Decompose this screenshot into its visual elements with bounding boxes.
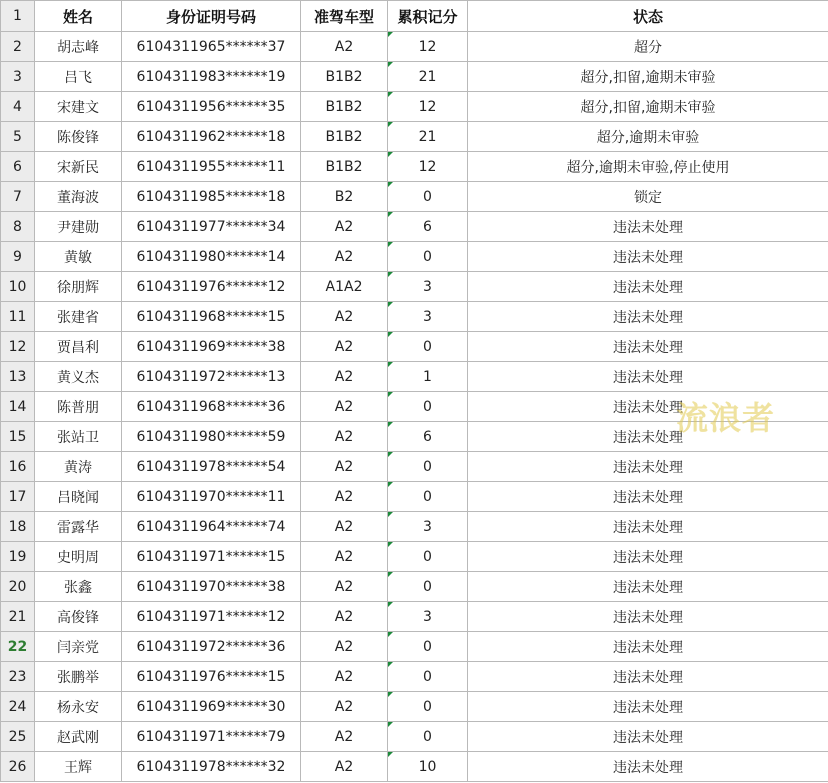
cell-status[interactable]: 违法未处理 (468, 692, 828, 722)
cell-id-number[interactable]: 6104311968******15 (122, 302, 301, 332)
cell-status[interactable]: 违法未处理 (468, 662, 828, 692)
cell-license-class[interactable]: B1B2 (301, 152, 388, 182)
cell-license-class[interactable]: A2 (301, 302, 388, 332)
table-row (1, 332, 828, 362)
cell-status[interactable]: 违法未处理 (468, 452, 828, 482)
cell-status[interactable]: 违法未处理 (468, 392, 828, 422)
cell-id-number[interactable]: 6104311976******15 (122, 662, 301, 692)
cell-license-class[interactable]: A2 (301, 32, 388, 62)
cell-license-class[interactable]: A2 (301, 392, 388, 422)
cell-name[interactable]: 贾昌利 (35, 332, 122, 362)
cell-status[interactable]: 超分,扣留,逾期未审验 (468, 62, 828, 92)
cell-name[interactable]: 陈普朋 (35, 392, 122, 422)
table-row (1, 92, 828, 122)
cell-id-number[interactable]: 6104311985******18 (122, 182, 301, 212)
table-row (1, 452, 828, 482)
cell-id-number[interactable]: 6104311969******30 (122, 692, 301, 722)
cell-points[interactable]: 0 (388, 392, 468, 422)
cell-status[interactable]: 违法未处理 (468, 482, 828, 512)
cell-points[interactable]: 12 (388, 152, 468, 182)
row-number[interactable]: 15 (1, 422, 35, 452)
table-row (1, 272, 828, 302)
cell-id-number[interactable]: 6104311968******36 (122, 392, 301, 422)
cell-points[interactable]: 3 (388, 272, 468, 302)
table-row (1, 122, 828, 152)
cell-license-class[interactable]: B1B2 (301, 122, 388, 152)
row-number[interactable]: 13 (1, 362, 35, 392)
cell-id-number[interactable]: 6104311976******12 (122, 272, 301, 302)
cell-points[interactable]: 12 (388, 92, 468, 122)
cell-name[interactable]: 张站卫 (35, 422, 122, 452)
cell-points[interactable]: 3 (388, 602, 468, 632)
cell-id-number[interactable]: 6104311962******18 (122, 122, 301, 152)
watermark: 流浪者 (676, 399, 776, 437)
cell-points[interactable]: 6 (388, 422, 468, 452)
cell-name[interactable]: 宋新民 (35, 152, 122, 182)
cell-id-number[interactable]: 6104311977******34 (122, 212, 301, 242)
cell-name[interactable]: 董海波 (35, 182, 122, 212)
table-row (1, 422, 828, 452)
table-row (1, 392, 828, 422)
cell-points[interactable]: 10 (388, 752, 468, 782)
cell-points[interactable]: 0 (388, 722, 468, 752)
row-number[interactable]: 14 (1, 392, 35, 422)
cell-points[interactable]: 0 (388, 542, 468, 572)
cell-id-number[interactable]: 6104311955******11 (122, 152, 301, 182)
table-row (1, 302, 828, 332)
spreadsheet-body (1, 1, 828, 782)
cell-license-class[interactable]: A2 (301, 482, 388, 512)
cell-license-class[interactable]: A2 (301, 572, 388, 602)
table-row (1, 722, 828, 752)
header-points[interactable]: 累积记分 (388, 1, 468, 32)
cell-name[interactable]: 徐朋辉 (35, 272, 122, 302)
table-row (1, 512, 828, 542)
cell-name[interactable]: 杨永安 (35, 692, 122, 722)
cell-license-class[interactable]: A2 (301, 242, 388, 272)
header-status[interactable]: 状态 (468, 1, 828, 32)
cell-license-class[interactable]: A2 (301, 512, 388, 542)
cell-id-number[interactable]: 6104311971******15 (122, 542, 301, 572)
cell-points[interactable]: 3 (388, 302, 468, 332)
cell-status[interactable]: 违法未处理 (468, 752, 828, 782)
table-row (1, 62, 828, 92)
row-number[interactable]: 6 (1, 152, 35, 182)
cell-id-number[interactable]: 6104311970******38 (122, 572, 301, 602)
cell-points[interactable]: 0 (388, 632, 468, 662)
cell-license-class[interactable]: A2 (301, 662, 388, 692)
cell-name[interactable]: 宋建文 (35, 92, 122, 122)
cell-name[interactable]: 黄涛 (35, 452, 122, 482)
cell-status[interactable]: 锁定 (468, 182, 828, 212)
cell-status[interactable]: 违法未处理 (468, 212, 828, 242)
row-number[interactable]: 3 (1, 62, 35, 92)
cell-id-number[interactable]: 6104311965******37 (122, 32, 301, 62)
cell-license-class[interactable]: A1A2 (301, 272, 388, 302)
cell-license-class[interactable]: B2 (301, 182, 388, 212)
row-number[interactable]: 12 (1, 332, 35, 362)
cell-license-class[interactable]: A2 (301, 422, 388, 452)
table-row (1, 602, 828, 632)
cell-status[interactable]: 违法未处理 (468, 512, 828, 542)
cell-license-class[interactable]: A2 (301, 632, 388, 662)
cell-status[interactable]: 违法未处理 (468, 542, 828, 572)
table-row (1, 632, 828, 662)
row-number[interactable]: 8 (1, 212, 35, 242)
cell-id-number[interactable]: 6104311983******19 (122, 62, 301, 92)
cell-status[interactable]: 违法未处理 (468, 332, 828, 362)
cell-license-class[interactable]: A2 (301, 542, 388, 572)
row-number[interactable]: 9 (1, 242, 35, 272)
cell-id-number[interactable]: 6104311978******54 (122, 452, 301, 482)
cell-points[interactable]: 0 (388, 662, 468, 692)
cell-points[interactable]: 6 (388, 212, 468, 242)
cell-license-class[interactable]: A2 (301, 602, 388, 632)
cell-name[interactable]: 赵武刚 (35, 722, 122, 752)
cell-name[interactable]: 张建省 (35, 302, 122, 332)
row-number[interactable]: 17 (1, 482, 35, 512)
row-number[interactable]: 23 (1, 662, 35, 692)
cell-points[interactable]: 0 (388, 332, 468, 362)
row-number[interactable]: 24 (1, 692, 35, 722)
row-number[interactable]: 21 (1, 602, 35, 632)
cell-points[interactable]: 0 (388, 452, 468, 482)
cell-points[interactable]: 0 (388, 242, 468, 272)
cell-status[interactable]: 违法未处理 (468, 362, 828, 392)
row-number[interactable]: 10 (1, 272, 35, 302)
row-number[interactable]: 2 (1, 32, 35, 62)
cell-points[interactable]: 21 (388, 122, 468, 152)
cell-id-number[interactable]: 6104311971******79 (122, 722, 301, 752)
cell-name[interactable]: 张鹏举 (35, 662, 122, 692)
cell-name[interactable]: 雷露华 (35, 512, 122, 542)
cell-name[interactable]: 黄义杰 (35, 362, 122, 392)
table-row (1, 542, 828, 572)
row-number[interactable]: 22 (1, 632, 35, 662)
cell-status[interactable]: 违法未处理 (468, 272, 828, 302)
cell-license-class[interactable]: A2 (301, 752, 388, 782)
row-number[interactable]: 11 (1, 302, 35, 332)
cell-name[interactable]: 王辉 (35, 752, 122, 782)
cell-id-number[interactable]: 6104311964******74 (122, 512, 301, 542)
cell-id-number[interactable]: 6104311972******36 (122, 632, 301, 662)
cell-license-class[interactable]: A2 (301, 332, 388, 362)
row-number[interactable]: 25 (1, 722, 35, 752)
cell-name[interactable]: 胡志峰 (35, 32, 122, 62)
cell-license-class[interactable]: A2 (301, 362, 388, 392)
cell-id-number[interactable]: 6104311980******59 (122, 422, 301, 452)
cell-status[interactable]: 违法未处理 (468, 632, 828, 662)
cell-id-number[interactable]: 6104311971******12 (122, 602, 301, 632)
header-id-number[interactable]: 身份证明号码 (122, 1, 301, 32)
table-row (1, 152, 828, 182)
table-row (1, 182, 828, 212)
cell-status[interactable]: 违法未处理 (468, 572, 828, 602)
cell-status[interactable]: 超分,逾期未审验 (468, 122, 828, 152)
cell-status[interactable]: 超分,逾期未审验,停止使用 (468, 152, 828, 182)
table-row (1, 362, 828, 392)
row-number[interactable]: 20 (1, 572, 35, 602)
cell-points[interactable]: 0 (388, 572, 468, 602)
cell-points[interactable]: 12 (388, 32, 468, 62)
table-row (1, 692, 828, 722)
cell-points[interactable]: 0 (388, 692, 468, 722)
cell-status[interactable]: 违法未处理 (468, 422, 828, 452)
row-number[interactable]: 18 (1, 512, 35, 542)
row-number[interactable]: 7 (1, 182, 35, 212)
table-row (1, 662, 828, 692)
cell-status[interactable]: 违法未处理 (468, 242, 828, 272)
row-number[interactable]: 4 (1, 92, 35, 122)
cell-name[interactable]: 陈俊锋 (35, 122, 122, 152)
row-number[interactable]: 16 (1, 452, 35, 482)
header-license-class[interactable]: 准驾车型 (301, 1, 388, 32)
cell-id-number[interactable]: 6104311980******14 (122, 242, 301, 272)
cell-name[interactable]: 史明周 (35, 542, 122, 572)
header-row (1, 1, 828, 32)
cell-name[interactable]: 张鑫 (35, 572, 122, 602)
cell-points[interactable]: 0 (388, 482, 468, 512)
cell-points[interactable]: 0 (388, 182, 468, 212)
row-number[interactable]: 19 (1, 542, 35, 572)
cell-license-class[interactable]: A2 (301, 722, 388, 752)
cell-id-number[interactable]: 6104311970******11 (122, 482, 301, 512)
cell-points[interactable]: 1 (388, 362, 468, 392)
table-row (1, 32, 828, 62)
row-number[interactable]: 26 (1, 752, 35, 782)
cell-status[interactable]: 超分 (468, 32, 828, 62)
cell-license-class[interactable]: A2 (301, 692, 388, 722)
cell-name[interactable]: 黄敏 (35, 242, 122, 272)
table-row (1, 242, 828, 272)
table-row (1, 482, 828, 512)
cell-points[interactable]: 3 (388, 512, 468, 542)
cell-name[interactable]: 闫亲党 (35, 632, 122, 662)
header-name[interactable]: 姓名 (35, 1, 122, 32)
cell-license-class[interactable]: A2 (301, 452, 388, 482)
cell-license-class[interactable]: B1B2 (301, 62, 388, 92)
row-number[interactable]: 1 (1, 1, 35, 32)
cell-points[interactable]: 21 (388, 62, 468, 92)
cell-status[interactable]: 违法未处理 (468, 302, 828, 332)
table-row (1, 572, 828, 602)
cell-id-number[interactable]: 6104311956******35 (122, 92, 301, 122)
cell-id-number[interactable]: 6104311972******13 (122, 362, 301, 392)
row-number[interactable]: 5 (1, 122, 35, 152)
cell-name[interactable]: 吕晓闻 (35, 482, 122, 512)
cell-name[interactable]: 高俊锋 (35, 602, 122, 632)
cell-license-class[interactable]: A2 (301, 212, 388, 242)
cell-id-number[interactable]: 6104311969******38 (122, 332, 301, 362)
cell-license-class[interactable]: B1B2 (301, 92, 388, 122)
cell-id-number[interactable]: 6104311978******32 (122, 752, 301, 782)
cell-status[interactable]: 违法未处理 (468, 602, 828, 632)
table-row (1, 212, 828, 242)
cell-status[interactable]: 超分,扣留,逾期未审验 (468, 92, 828, 122)
table-row (1, 752, 828, 782)
cell-status[interactable]: 违法未处理 (468, 722, 828, 752)
cell-name[interactable]: 尹建勋 (35, 212, 122, 242)
cell-name[interactable]: 吕飞 (35, 62, 122, 92)
